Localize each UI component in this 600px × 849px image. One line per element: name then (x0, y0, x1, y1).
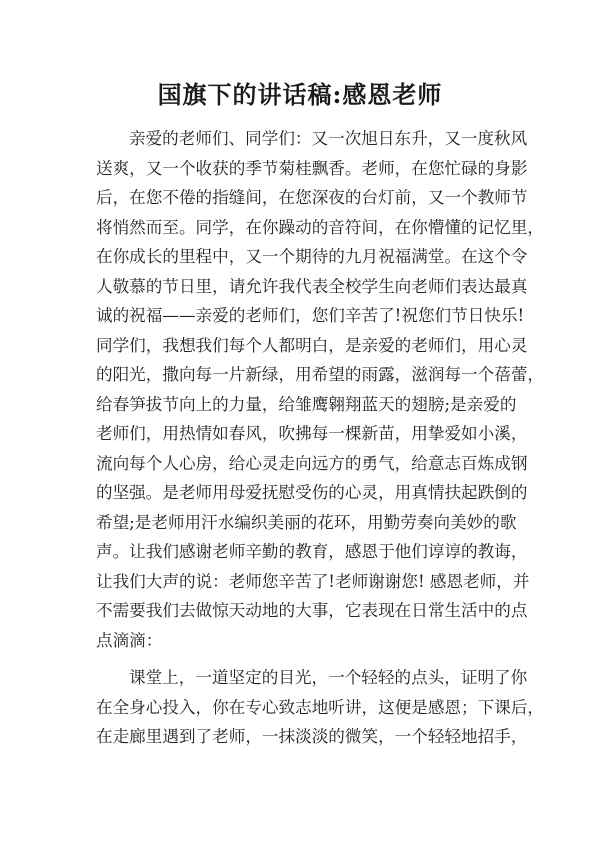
document-title: 国旗下的讲话稿:感恩老师 (157, 80, 443, 109)
text-line: 将悄然而至。同学，在你躁动的音符间，在你懵懂的记忆里， (96, 217, 545, 237)
text-line: 让我们大声的说：老师您辛苦了!老师谢谢您! 感恩老师，并 (96, 571, 530, 591)
text-line: 老师们，用热情如春风，吹拂每一棵新苗，用挚爱如小溪， (96, 424, 528, 443)
text-line: 给春笋拔节向上的力量，给雏鹰翱翔蓝天的翅膀;是亲爱的 (96, 394, 517, 414)
text-line: 后，在您不倦的指缝间，在您深夜的台灯前，又一个教师节 (96, 188, 528, 207)
text-line: 流向每个人心房，给心灵走向远方的勇气，给意志百炼成钢 (96, 453, 528, 473)
text-line: 在走廊里遇到了老师，一抹淡淡的微笑，一个轻轻地招手， (96, 727, 528, 746)
text-line: 诚的祝福——亲爱的老师们，您们辛苦了!祝您们节日快乐! (96, 306, 525, 325)
paragraph-1 (96, 124, 545, 655)
text-line: 声。让我们感谢老师辛勤的教育，感恩于他们谆谆的教诲， (96, 542, 528, 561)
text-line: 课堂上，一道坚定的目光，一个轻轻的点头，证明了你 (129, 668, 528, 687)
document-body (96, 124, 545, 752)
paragraph-gap (96, 655, 504, 663)
text-line: 不需要我们去做惊天动地的大事，它表现在日常生活中的点 (96, 601, 528, 620)
text-line: 亲爱的老师们、同学们：又一次旭日东升，又一度秋风 (129, 129, 528, 148)
text-line: 希望;是老师用汗水编织美丽的花环，用勤劳奏向美妙的歌 (96, 512, 517, 532)
text-line: 在你成长的里程中，又一个期待的九月祝福满堂。在这个令 (96, 247, 528, 266)
text-line: 在全身心投入，你在专心致志地听讲，这便是感恩；下课后， (96, 697, 545, 717)
text-line: 同学们，我想我们每个人都明白，是亲爱的老师们，用心灵 (96, 335, 528, 355)
text-line: 的阳光，撒向每一片新绿，用希望的雨露，滋润每一个蓓蕾， (96, 365, 545, 384)
text-line: 点滴滴： (96, 630, 163, 650)
text-line: 的坚强。是老师用母爱抚慰受伤的心灵，用真情扶起跌倒的 (96, 483, 528, 502)
paragraph-2 (96, 663, 545, 752)
text-line: 人敬慕的节日里，请允许我代表全校学生向老师们表达最真 (96, 276, 528, 296)
text-line: 送爽，又一个收获的季节菊桂飘香。老师，在您忙碌的身影 (96, 158, 528, 178)
